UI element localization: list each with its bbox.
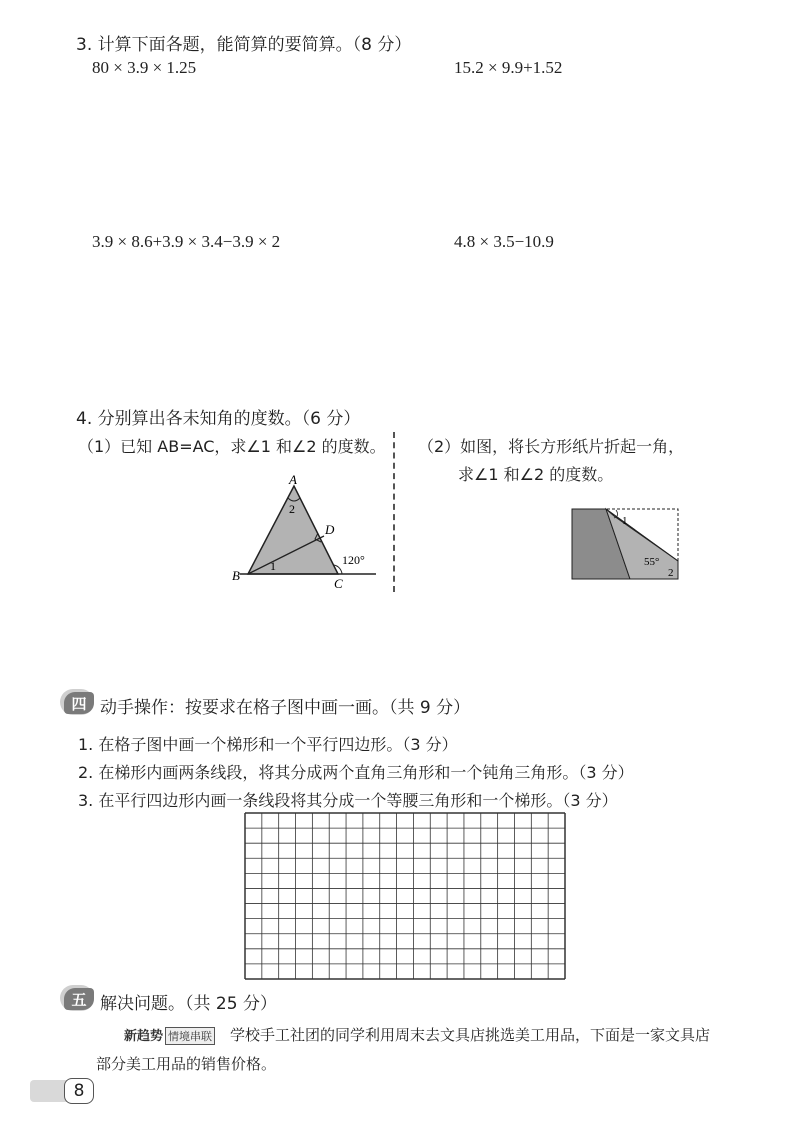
q3-expr-2: 15.2 × 9.9+1.52	[454, 58, 563, 77]
section-4-title: 动手操作：按要求在格子图中画一画。（共 9 分）	[100, 698, 471, 718]
angle-ext-label: 120°	[342, 553, 365, 567]
triangle-figure	[230, 472, 390, 592]
q3-title: 3. 计算下面各题，能简算的要简算。（8 分）	[76, 35, 412, 55]
column-divider	[393, 432, 395, 592]
fig2-angle-55-label: 55°	[644, 556, 660, 568]
q4-part2-line2: 求∠1 和∠2 的度数。	[458, 465, 614, 484]
brand-name: 新趋势	[124, 1029, 164, 1044]
q4-part2-line1: （2）如图，将长方形纸片折起一角，	[418, 437, 685, 456]
angle-1-label: 1	[270, 559, 276, 573]
page-number: 8	[64, 1078, 94, 1104]
label-d: D	[325, 522, 335, 537]
section-4-item-2: 2. 在梯形内画两条线段，将其分成两个直角三角形和一个钝角三角形。（3 分）	[78, 763, 634, 782]
section-5-text-line2: 部分美工用品的销售价格。	[96, 1055, 277, 1073]
section-5-title: 解决问题。（共 25 分）	[100, 994, 277, 1014]
section-4-item-3: 3. 在平行四边形内画一条线段将其分成一个等腰三角形和一个梯形。（3 分）	[78, 791, 618, 810]
q4-part1: （1）已知 AB=AC，求∠1 和∠2 的度数。	[78, 437, 386, 456]
q3-expr-1: 80 × 3.9 × 1.25	[92, 58, 197, 77]
brand-tag	[124, 1025, 215, 1045]
label-b: B	[232, 568, 240, 583]
folded-rectangle-figure	[570, 506, 682, 582]
q4-title: 4. 分别算出各未知角的度数。（6 分）	[76, 409, 361, 429]
angle-2-label: 2	[289, 502, 295, 516]
brand-badge: 情境串联	[165, 1027, 215, 1045]
section-5-badge: 五	[64, 988, 94, 1010]
label-a: A	[289, 472, 297, 487]
drawing-grid[interactable]	[244, 812, 566, 980]
section-5-text-line1: 学校手工社团的同学利用周末去文具店挑选美工用品，下面是一家文具店	[230, 1026, 711, 1044]
fig2-angle-1-label: 1	[622, 515, 628, 527]
q3-expr-3: 3.9 × 8.6+3.9 × 3.4−3.9 × 2	[92, 232, 281, 251]
section-4-item-1: 1. 在格子图中画一个梯形和一个平行四边形。（3 分）	[78, 735, 458, 754]
section-4-badge: 四	[64, 692, 94, 714]
fig2-angle-2-label: 2	[668, 567, 674, 579]
q3-expr-4: 4.8 × 3.5−10.9	[454, 232, 554, 251]
label-c: C	[334, 576, 343, 591]
